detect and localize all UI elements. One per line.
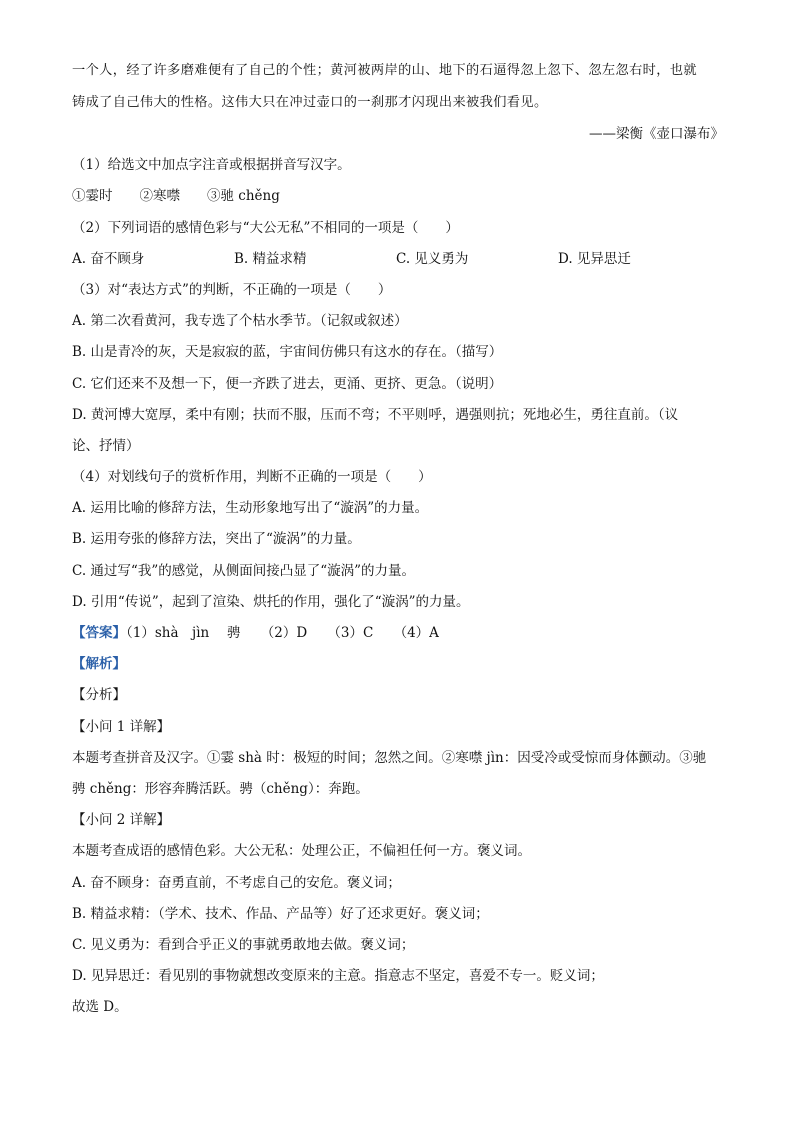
question-3-stem: （3）对“表达方式”的判断，不正确的一项是（ ） xyxy=(72,281,392,298)
question-3-option-d: D. 黄河博大宽厚，柔中有刚；扶而不服，压而不弯；不平则呼，遇强则抗；死地必生，勇往直前。（议 xyxy=(72,406,679,423)
detail-2-conclusion: 故选 D。 xyxy=(72,999,128,1016)
detail-2-a: A. 奋不顾身：奋勇直前，不考虑自己的安危。褒义词； xyxy=(72,874,401,891)
option-c: C. 见义勇为 xyxy=(396,250,469,267)
detail-2-tag: 【小问 2 详解】 xyxy=(72,812,171,829)
document-page xyxy=(72,60,724,1028)
question-4-stem: （4）对划线句子的赏析作用，判断不正确的一项是（ ） xyxy=(72,469,432,486)
question-1-items: ①霎时 ②寒噤 ③驰 chěng xyxy=(72,188,280,205)
fenxi-tag: 【分析】 xyxy=(72,687,126,704)
detail-2-d: D. 见异思迁：看见别的事物就想改变原来的主意。指意志不坚定，喜爱不专一。贬义词； xyxy=(72,968,604,985)
question-2-options xyxy=(72,249,724,280)
question-3-option-c: C. 它们还来不及想一下，便一齐跌了进去，更涌、更挤、更急。（说明） xyxy=(72,375,503,392)
question-3-option-d-cont: 论、抒情） xyxy=(72,437,140,454)
detail-2-b: B. 精益求精：（学术、技术、作品、产品等）好了还求更好。褒义词； xyxy=(72,905,489,922)
detail-1-tag: 【小问 1 详解】 xyxy=(72,718,171,735)
question-2-stem: （2）下列词语的感情色彩与“大公无私”不相同的一项是（ ） xyxy=(72,219,459,236)
option-b: B. 精益求精 xyxy=(234,250,307,267)
detail-2-intro: 本题考查成语的感情色彩。大公无私：处理公正，不偏袒任何一方。褒义词。 xyxy=(72,843,531,860)
option-d: D. 见异思迁 xyxy=(558,250,631,267)
answer-content: （1）shà jìn 骋 （2）D （3）C （4）A xyxy=(126,625,439,641)
question-4-option-b: B. 运用夸张的修辞方法，突出了“漩涡”的力量。 xyxy=(72,531,361,548)
detail-2-c: C. 见义勇为：看到合乎正义的事就勇敢地去做。褒义词； xyxy=(72,936,415,953)
detail-1-line-1: 本题考查拼音及汉字。①霎 shà 时：极短的时间；忽然之间。②寒噤 jìn：因受冷或受惊而身体颤动。③驰 xyxy=(72,749,707,766)
question-4-option-d: D. 引用“传说”，起到了渲染、烘托的作用，强化了“漩涡”的力量。 xyxy=(72,593,470,610)
question-3-option-a: A. 第二次看黄河，我专选了个枯水季节。（记叙或叙述） xyxy=(72,313,408,330)
answer-line xyxy=(72,623,724,654)
question-1-stem: （1）给选文中加点字注音或根据拼音写汉字。 xyxy=(72,157,351,174)
detail-1-line-2: 骋 chěng：形容奔腾活跃。骋（chěng）：奔跑。 xyxy=(72,780,369,797)
question-3-option-b: B. 山是青冷的灰，天是寂寂的蓝，宇宙间仿佛只有这水的存在。（描写） xyxy=(72,344,503,361)
passage-line-1: 一个人，经了许多磨难便有了自己的个性；黄河被两岸的山、地下的石逼得忽上忽下、忽左忽右时，也就 xyxy=(72,63,698,78)
answer-tag: 【答案】 xyxy=(72,625,126,641)
passage-line-2: 铸成了自己伟大的性格。这伟大只在冲过壶口的一刹那才闪现出来被我们看见。 xyxy=(72,95,548,110)
option-a: A. 奋不顾身 xyxy=(72,250,145,267)
question-4-option-a: A. 运用比喻的修辞方法，生动形象地写出了“漩涡”的力量。 xyxy=(72,500,429,517)
analysis-tag: 【解析】 xyxy=(72,656,126,673)
passage-source: ——梁衡《壶口瀑布》 xyxy=(589,126,724,142)
question-4-option-c: C. 通过写“我”的感觉，从侧面间接凸显了“漩涡”的力量。 xyxy=(72,562,416,579)
